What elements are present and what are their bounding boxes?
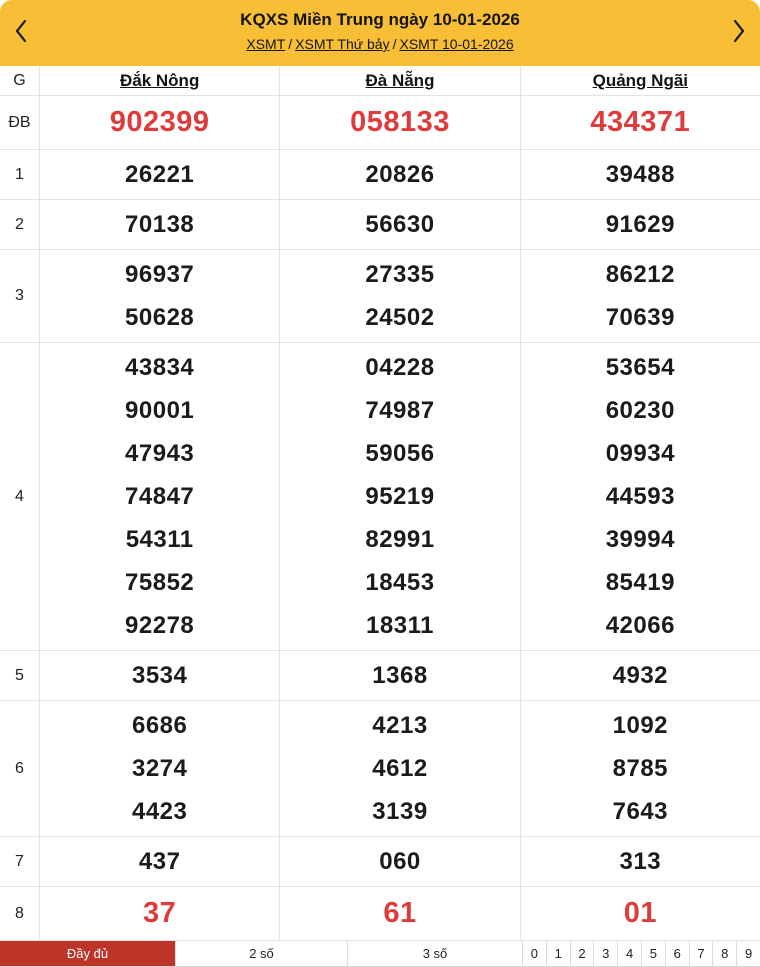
result-number: 1092 (612, 712, 669, 739)
result-number: 86212 (605, 261, 675, 288)
prize-column-header: G (0, 66, 40, 95)
breadcrumb-link[interactable]: XSMT 10-01-2026 (399, 36, 514, 52)
digit-filter-5[interactable]: 5 (641, 941, 665, 966)
result-number: 01 (623, 897, 657, 929)
result-cell (40, 651, 279, 700)
results-header (0, 0, 760, 66)
result-cell (520, 701, 760, 836)
result-number: 75852 (125, 569, 195, 596)
filter-tab-2digits[interactable]: 2 số (175, 941, 347, 966)
result-cell (279, 343, 519, 650)
result-number: 4423 (131, 798, 188, 825)
result-number: 060 (379, 848, 421, 875)
result-number: 3534 (131, 662, 188, 689)
result-number: 85419 (605, 569, 675, 596)
digit-filter-group (522, 941, 760, 966)
result-number: 70138 (125, 211, 195, 238)
result-number: 59056 (365, 440, 435, 467)
result-number: 4612 (372, 755, 428, 782)
result-number: 4932 (612, 662, 669, 689)
digit-filter-9[interactable]: 9 (736, 941, 760, 966)
result-number: 26221 (125, 161, 195, 188)
result-cell (520, 250, 760, 342)
result-number: 53654 (605, 354, 675, 381)
result-number: 50628 (125, 304, 195, 331)
prize-row-5 (0, 651, 760, 701)
result-number: 43834 (125, 354, 195, 381)
prize-row-ĐB (0, 96, 760, 150)
result-cell (40, 150, 279, 199)
result-number: 70639 (605, 304, 675, 331)
filter-tab-3digits[interactable]: 3 số (347, 941, 522, 966)
result-number: 60230 (605, 397, 675, 424)
result-cell (40, 837, 279, 886)
prize-label: 5 (0, 651, 40, 700)
prev-day-button[interactable] (6, 17, 36, 47)
result-cell (40, 887, 279, 940)
column-header-province-3[interactable]: Quảng Ngãi (520, 66, 760, 95)
result-cell (279, 96, 519, 149)
column-header-province-2[interactable]: Đà Nẵng (279, 66, 519, 95)
result-number: 39488 (605, 161, 675, 188)
result-cell (279, 250, 519, 342)
result-cell (40, 701, 279, 836)
digit-filter-2[interactable]: 2 (570, 941, 594, 966)
digit-filter-6[interactable]: 6 (665, 941, 689, 966)
result-number: 47943 (125, 440, 195, 467)
result-number: 3139 (372, 798, 428, 825)
filter-tab-full[interactable]: Đầy đủ (0, 941, 175, 966)
breadcrumb-link[interactable]: XSMT Thứ bảy (295, 36, 390, 52)
result-cell (40, 250, 279, 342)
result-number: 313 (619, 848, 662, 875)
breadcrumb-link[interactable]: XSMT (246, 36, 286, 52)
digit-filter-7[interactable]: 7 (689, 941, 713, 966)
result-cell (520, 200, 760, 249)
result-cell (279, 150, 519, 199)
result-cell (40, 343, 279, 650)
result-number: 24502 (365, 304, 435, 331)
result-number: 1368 (372, 662, 428, 689)
prize-row-4 (0, 343, 760, 651)
result-number: 56630 (365, 211, 435, 238)
result-number: 37 (143, 897, 177, 929)
result-cell (520, 887, 760, 940)
result-number: 4213 (372, 712, 428, 739)
prize-row-6 (0, 701, 760, 837)
next-day-button[interactable] (724, 17, 754, 47)
result-number: 6686 (131, 712, 188, 739)
prize-label: 6 (0, 701, 40, 836)
result-cell (520, 150, 760, 199)
table-header-row (0, 66, 760, 96)
result-number: 95219 (365, 483, 435, 510)
result-number: 437 (138, 848, 181, 875)
results-table-body (0, 96, 760, 941)
prize-label: 3 (0, 250, 40, 342)
result-number: 434371 (590, 106, 691, 138)
result-number: 92278 (125, 612, 195, 639)
prize-row-1 (0, 150, 760, 200)
result-number: 04228 (365, 354, 435, 381)
prize-label: 4 (0, 343, 40, 650)
result-number: 96937 (125, 261, 195, 288)
column-header-province-1[interactable]: Đắk Nông (119, 70, 200, 90)
result-cell (520, 343, 760, 650)
result-number: 90001 (125, 397, 195, 424)
result-cell (279, 887, 519, 940)
result-number: 20826 (365, 161, 435, 188)
page-title: KQXS Miền Trung ngày 10-01-2026 (240, 10, 520, 29)
breadcrumb (0, 33, 760, 55)
digit-filter-0[interactable]: 0 (522, 941, 546, 966)
result-number: 27335 (365, 261, 435, 288)
result-number: 18453 (365, 569, 435, 596)
result-number: 61 (383, 897, 417, 929)
result-number: 902399 (109, 106, 210, 138)
result-number: 39994 (605, 526, 675, 553)
result-number: 18311 (366, 612, 434, 639)
result-cell (279, 651, 519, 700)
result-cell (520, 96, 760, 149)
digit-filter-8[interactable]: 8 (712, 941, 736, 966)
result-number: 8785 (612, 755, 669, 782)
result-number: 3274 (131, 755, 188, 782)
result-number: 058133 (350, 106, 450, 138)
result-number: 82991 (365, 526, 435, 553)
prize-row-3 (0, 250, 760, 343)
result-cell (279, 200, 519, 249)
result-cell (520, 837, 760, 886)
filter-bar (0, 941, 760, 967)
result-number: 7643 (612, 798, 669, 825)
result-cell (279, 701, 519, 836)
result-number: 42066 (605, 612, 675, 639)
chevron-right-icon (732, 19, 746, 46)
prize-row-2 (0, 200, 760, 250)
breadcrumb-separator: / (288, 36, 293, 52)
digit-filter-1[interactable]: 1 (546, 941, 570, 966)
prize-label: ĐB (0, 96, 40, 149)
prize-label: 1 (0, 150, 40, 199)
result-number: 44593 (605, 483, 675, 510)
result-number: 54311 (125, 526, 194, 553)
result-cell (279, 837, 519, 886)
result-number: 91629 (605, 211, 675, 238)
breadcrumb-separator: / (392, 36, 397, 52)
prize-label: 8 (0, 887, 40, 940)
digit-filter-4[interactable]: 4 (617, 941, 641, 966)
result-number: 74987 (365, 397, 435, 424)
prize-label: 2 (0, 200, 40, 249)
prize-label: 7 (0, 837, 40, 886)
chevron-left-icon (14, 19, 28, 46)
prize-row-7 (0, 837, 760, 887)
result-number: 74847 (125, 483, 195, 510)
result-cell (40, 200, 279, 249)
prize-row-8 (0, 887, 760, 941)
result-cell (520, 651, 760, 700)
result-cell (40, 96, 279, 149)
result-number: 09934 (605, 440, 675, 467)
digit-filter-3[interactable]: 3 (593, 941, 617, 966)
